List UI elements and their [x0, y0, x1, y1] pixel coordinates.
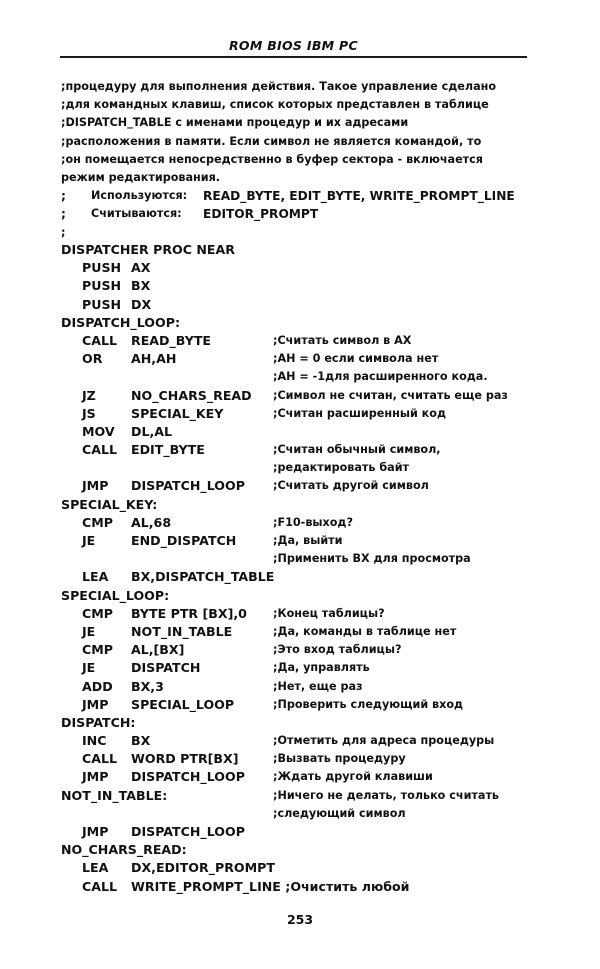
code-operand: AL,68 — [131, 514, 172, 530]
code-line — [61, 314, 541, 332]
page-number: 253 — [286, 912, 314, 927]
code-comment: ;следующий символ — [273, 806, 406, 820]
code-line — [61, 768, 541, 786]
code-line — [61, 277, 541, 295]
code-opcode: CALL — [82, 878, 118, 894]
code-label: SPECIAL_KEY: — [61, 496, 158, 512]
code-line — [61, 387, 541, 405]
code-opcode: JMP — [82, 824, 109, 839]
code-comment: ;Конец таблицы? — [273, 606, 385, 620]
code-line — [61, 878, 541, 896]
code-line — [61, 350, 541, 368]
code-operand: DX — [131, 296, 152, 312]
intro-line: ;DISPATCH_TABLE с именами процедур и их адресами — [61, 116, 409, 130]
intro-line: ;процедуру для выполнения действия. Такое управление сделано — [61, 80, 497, 93]
assembly-listing — [61, 241, 541, 896]
code-operand: BX — [131, 733, 151, 749]
code-comment: ;Да, управлять — [273, 661, 370, 675]
code-line — [61, 605, 541, 623]
code-opcode: PUSH — [82, 278, 122, 294]
reads-line — [61, 205, 531, 223]
code-opcode: JE — [82, 660, 96, 676]
reads-label: Считываются: — [91, 207, 182, 221]
code-operand: AX — [131, 260, 151, 276]
code-operand: EDIT_BYTE — [131, 442, 205, 458]
code-opcode: LEA — [82, 569, 109, 585]
code-opcode: MOV — [82, 423, 115, 439]
intro-line: ;для командных клавиш, список которых представлен в таблице — [61, 98, 489, 112]
code-opcode: ADD — [82, 678, 113, 694]
code-line — [61, 859, 541, 877]
uses-value: READ_BYTE, EDIT_BYTE, WRITE_PROMPT_LINE — [203, 189, 515, 204]
code-opcode: CALL — [82, 332, 118, 348]
code-operand: READ_BYTE — [131, 332, 212, 348]
code-comment: ;Ничего не делать, только считать — [273, 788, 500, 802]
code-line — [61, 841, 541, 859]
code-opcode: JMP — [82, 696, 109, 712]
code-comment: ;AH = -1для расширенного кода. — [273, 370, 488, 384]
code-label: NO_CHARS_READ: — [61, 842, 187, 858]
code-comment: ;Символ не считан, считать еще раз — [273, 388, 508, 402]
code-line — [61, 441, 541, 459]
code-opcode: JS — [82, 405, 96, 421]
code-line — [61, 659, 541, 677]
code-opcode: CALL — [82, 442, 118, 458]
code-line — [61, 641, 541, 659]
code-line — [61, 405, 541, 423]
uses-line — [61, 187, 531, 205]
code-comment: ;редактировать байт — [273, 461, 410, 475]
code-opcode: JZ — [82, 387, 96, 403]
code-operand: END_DISPATCH — [131, 533, 237, 548]
code-comment: ;Считан обычный символ, — [273, 443, 441, 457]
code-line — [61, 496, 541, 514]
running-header: ROM BIOS IBM PC — [228, 38, 358, 53]
intro-line: ;он помещается непосредственно в буфер сектора - включается — [61, 152, 483, 166]
code-label: DISPATCH_LOOP: — [61, 314, 180, 330]
code-comment: ;Нет, еще раз — [273, 679, 363, 693]
code-line — [61, 459, 541, 477]
code-line — [61, 623, 541, 641]
code-comment: ;Отметить для адреса процедуры — [273, 734, 495, 748]
code-operand: NOT_IN_TABLE — [131, 623, 233, 639]
blank-comment: ; — [61, 225, 66, 239]
code-operand: WRITE_PROMPT_LINE ;Очистить любой — [131, 878, 410, 894]
code-opcode: LEA — [82, 860, 109, 876]
code-operand: BYTE PTR [BX],0 — [131, 605, 247, 621]
code-line — [61, 550, 541, 568]
code-comment: ;Это вход таблицы? — [273, 643, 402, 657]
code-operand: DISPATCH_LOOP — [131, 478, 245, 494]
code-line — [61, 587, 541, 605]
code-label: NOT_IN_TABLE: — [61, 787, 168, 803]
code-comment: ;Проверить следующий вход — [273, 697, 464, 711]
code-operand: BX,DISPATCH_TABLE — [131, 569, 275, 585]
code-comment: ;Да, выйти — [273, 534, 343, 547]
code-opcode: JE — [82, 623, 96, 639]
code-line — [61, 823, 541, 841]
code-comment: ;Вызвать процедуру — [273, 752, 406, 766]
code-operand: WORD PTR[BX] — [131, 751, 239, 767]
code-line — [61, 241, 541, 259]
code-opcode: JMP — [82, 769, 109, 785]
code-label: DISPATCHER PROC NEAR — [61, 242, 235, 257]
code-line — [61, 805, 541, 823]
code-opcode: CMP — [82, 605, 114, 621]
intro-comment-block — [61, 78, 531, 242]
code-comment: ;Применить BX для просмотра — [273, 552, 471, 566]
code-operand: BX,3 — [131, 678, 164, 694]
header-rule — [60, 56, 527, 58]
code-line — [61, 514, 541, 532]
reads-semicolon: ; — [61, 207, 66, 222]
intro-line: режим редактирования. — [61, 171, 221, 185]
code-comment: ;F10-выход? — [273, 515, 353, 529]
code-line — [61, 296, 541, 314]
code-comment: ;Считан расширенный код — [273, 406, 446, 420]
code-operand: DISPATCH_LOOP — [131, 824, 245, 839]
code-operand: BX — [131, 278, 151, 294]
code-operand: AL,[BX] — [131, 642, 185, 658]
code-opcode: INC — [82, 733, 107, 749]
code-line — [61, 732, 541, 750]
code-line — [61, 423, 541, 441]
code-line — [61, 477, 541, 495]
code-operand: DL,AL — [131, 423, 173, 439]
code-operand: SPECIAL_LOOP — [131, 696, 235, 712]
code-line — [61, 696, 541, 714]
code-line — [61, 259, 541, 277]
code-line — [61, 787, 541, 805]
code-operand: NO_CHARS_READ — [131, 387, 252, 403]
code-line — [61, 368, 541, 386]
code-opcode: CMP — [82, 642, 114, 658]
code-line — [61, 750, 541, 768]
code-opcode: JE — [82, 533, 96, 548]
uses-semicolon: ; — [61, 189, 66, 204]
code-operand: AH,AH — [131, 351, 177, 367]
code-opcode: CMP — [82, 514, 114, 530]
code-comment: ;Считать другой символ — [273, 479, 429, 493]
code-operand: SPECIAL_KEY — [131, 405, 224, 421]
code-label: SPECIAL_LOOP: — [61, 587, 170, 603]
code-operand: DISPATCH — [131, 660, 201, 676]
code-opcode: CALL — [82, 751, 118, 767]
code-line — [61, 532, 541, 550]
code-opcode: PUSH — [82, 296, 122, 312]
code-opcode: OR — [82, 351, 103, 367]
code-operand: DX,EDITOR_PROMPT — [131, 860, 275, 876]
code-opcode: JMP — [82, 478, 109, 494]
code-line — [61, 678, 541, 696]
uses-label: Используются: — [91, 189, 188, 203]
code-label: DISPATCH: — [61, 714, 136, 730]
code-comment: ;Да, команды в таблице нет — [273, 624, 457, 638]
code-operand: DISPATCH_LOOP — [131, 769, 245, 785]
code-opcode: PUSH — [82, 260, 122, 276]
code-comment: ;Считать символ в AX — [273, 333, 412, 347]
code-line — [61, 714, 541, 732]
reads-value: EDITOR_PROMPT — [203, 207, 319, 222]
code-comment: ;Ждать другой клавиши — [273, 770, 433, 784]
code-line — [61, 332, 541, 350]
intro-line: ;расположения в памяти. Если символ не является командой, то — [61, 134, 482, 148]
code-comment: ;AH = 0 если символа нет — [273, 352, 439, 366]
code-line — [61, 568, 541, 586]
